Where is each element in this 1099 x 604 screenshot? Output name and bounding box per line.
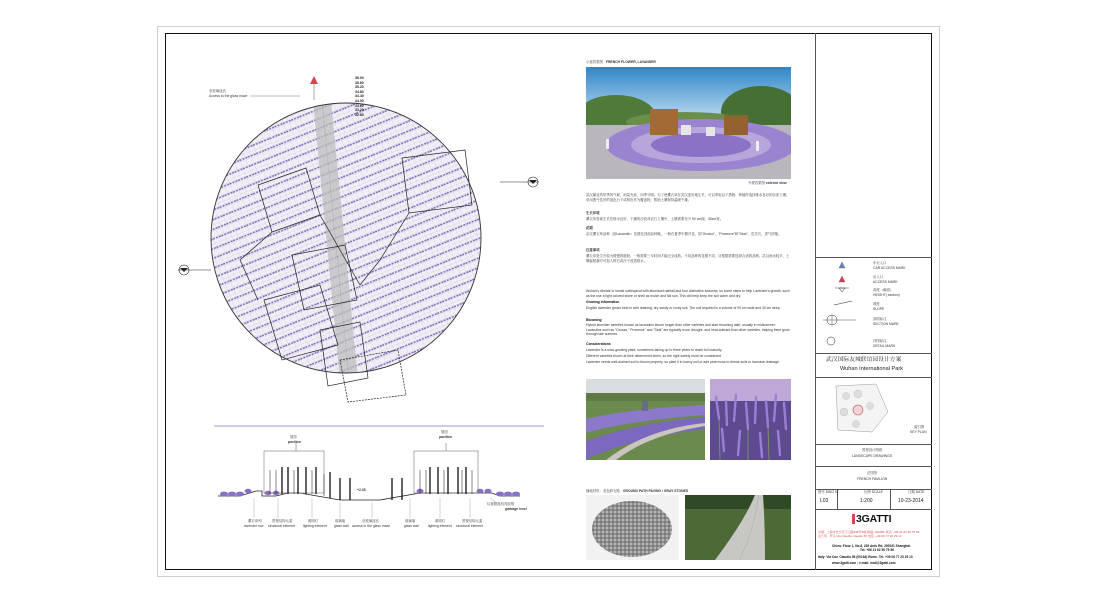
title-block-divider: [890, 489, 891, 509]
drawings-cn: 景观设计图纸: [862, 448, 883, 452]
lavender-closeup-photo: [710, 379, 791, 460]
elevation-label: 35.60: [355, 80, 364, 85]
dwg-no: L03: [820, 498, 829, 504]
title-block-rule: [816, 353, 932, 354]
considerations-title: Considerations: [586, 342, 611, 346]
address-it: 意大利 · 罗马 Via Claudio Ciaudio 56 电话: +39 06 77 20 29 13: [818, 534, 902, 538]
section-label-cn: 景观结构元素: [272, 519, 293, 523]
date-value: 10-23-2014: [898, 498, 924, 504]
elevation-label: 34.40: [355, 94, 364, 99]
blooming-title: Blooming: [586, 318, 602, 322]
legend-access-cn: 出入口: [873, 275, 884, 279]
section-label-cn: 照明灯: [308, 519, 319, 523]
render-heading-en: FRENCH FLOWER, LAVANDER: [605, 60, 656, 64]
scale-value: 1:200: [860, 498, 873, 504]
plan-access-label-cn: 至玻璃迷宫: [209, 89, 226, 93]
gravel-path-photo: [685, 495, 791, 560]
exterior-render-image: [586, 67, 791, 179]
cn-growing-text: 薰衣草喜欢生长在排水良好、干燥的沙质或岩石土壤中，土壤需要至少 90 cm深、30cm宽。: [586, 217, 724, 221]
legend-height-en: HEIGHT( section): [873, 293, 900, 297]
legend-slope-cn: 坡度: [873, 302, 880, 306]
title-block-rule: [816, 444, 932, 445]
scale-label: 比例 SCALE: [864, 490, 883, 494]
section-label-en: glass wall: [404, 524, 419, 528]
elevation-label: 32.80: [355, 112, 364, 117]
paving-label-en: GROUND PATH PAVING / GRAY STONES: [622, 489, 689, 493]
access-mark-icon: [310, 76, 318, 84]
subject-cn: 法国馆: [867, 471, 878, 475]
cn-growing-title: 生长环境: [586, 211, 600, 215]
key-plan-en: KEY PLAN: [910, 430, 927, 434]
section-label-en: access to the glass maze: [352, 524, 391, 528]
cn-blooming-text: 杂交薰衣草品种（如Lavandin）花期比其他品种晚，一般在夏季中期开花，如"Grosso"、"Provence"和"Seal"，花茎长、香气浓郁。: [586, 232, 782, 236]
section-label-en: structural element: [268, 524, 295, 528]
render-heading: [586, 61, 656, 64]
section-garbage-en: garbage level: [505, 507, 527, 511]
web-address: www.3gatti.com ; e-mail: mail@3gatti.com: [832, 561, 896, 565]
elevation-label: 36.00: [355, 76, 364, 80]
elevation-label: 33.20: [355, 108, 364, 113]
section-label-cn: 照明灯: [435, 519, 446, 523]
elevation-label: 35.20: [355, 85, 364, 90]
slope-icon: [834, 301, 852, 305]
legend-car-access-cn: 车行入口: [873, 261, 887, 265]
exterior-caption-cn: 外观效果图: [748, 181, 765, 185]
cn-paragraph: 武汉属亚热带季风气候，雨量充沛、四季分明。为了使薰衣草在武汉更好地生长，可以采取以下措施：种植时选择排水良好的沙质土壤，采用透气性好的浅色石子或树皮作为覆盖物，帮助土壤保持温暖干燥。: [586, 193, 790, 202]
cn-considerations-text: 薰衣草是生长较为缓慢的植物，一般需要三年时间才能完全成熟。不同品种的花期不同，应根据需要选择合适的品种。武汉雨水较多，土壤偏黏重时可加入碎石或沙子改善排水。: [586, 254, 790, 263]
car-access-icon: [839, 262, 845, 268]
access-icon: [839, 276, 845, 282]
blooming-text: Hybrid lavender varieties known as lavandins bloom longer than other varieties and start blooming later, usually in midsummer. Lavandins such as "Grosso," Provence" and "Seal" are typically more drought- and heat-tolerant than other varieties, helping them grow through late summer.: [586, 323, 790, 337]
exterior-caption: [748, 182, 787, 185]
address-cn: 中国 · 上海市长宁区天山路336号8楼 邮编: 200051 电话: +86 21 62 50 75 56: [818, 530, 920, 534]
section-pavilion-right-en: pavilion: [439, 435, 452, 439]
title-block-rule: [816, 509, 932, 510]
company-logo: [852, 514, 906, 524]
paving-label: [586, 490, 688, 493]
address-en-1: China: Floor 1, No.8, 239 Anfu Rd, 200031 Shanghai.: [832, 544, 911, 548]
legend-section-en: SECTION MARK: [873, 322, 899, 326]
legend-detail-en: DETAIL MARK: [873, 344, 896, 348]
section-pavilion-left-cn: 展馆: [290, 435, 297, 439]
elevation-label: 34.80: [355, 89, 364, 94]
legend-slope-en: SLOPE: [873, 307, 885, 311]
address-en-3: Italy: Via Cav. Ciaudio 56 (00184) Rome. Tel: +39 06 77 20 29 13: [818, 555, 913, 559]
considerations-text-3: Lavender needs well-drained soil to bloom properly, so plant it in loamy soil or add peat moss to dense soils to increase drainage.: [586, 360, 780, 364]
subject-en: FRENCH PAVILION: [857, 477, 888, 481]
title-block-rule: [816, 466, 932, 467]
section-label-en: structural element: [456, 524, 483, 528]
section-label-cn: 玻璃墙: [405, 519, 416, 523]
en-intro: Wuhan's climate is humid subtropical with abundant rainfall and four distinctive seasons; so some steps to help Lavender's growth, such as the use a light colored stone or shell as mulch and full sun. This will help keep the soil warm and dry.: [586, 289, 790, 298]
detail-mark-icon: [827, 337, 835, 345]
section-label-en: lighting element: [303, 524, 327, 528]
legend-height-cn: 高度（截面）: [873, 288, 894, 292]
section-label-en: lighting element: [428, 524, 452, 528]
logo-text: 3GATTI: [856, 513, 892, 525]
section-label-en: glass wall: [334, 524, 349, 528]
growing-text: English lavender grows best in well draining, dry sandy or rocky soil. The soil required is a volume of 90 cm wide and 30 cm deep.: [586, 306, 781, 310]
elevation-list: [355, 76, 364, 117]
plan-access-label-en: Access to the glass maze: [209, 94, 248, 98]
section-garbage-cn: 垃圾箱及机具收纳: [487, 502, 515, 506]
section-pavilion-right-cn: 展馆: [441, 430, 448, 434]
drawings-en: LANDSCAPE DRAWINGS: [852, 454, 893, 458]
date-label: 日期 DATE: [908, 490, 925, 494]
legend-section-cn: 剖面标注: [873, 317, 887, 321]
render-heading-cn: 示意效果图: [586, 60, 603, 64]
elevation-label: 33.60: [355, 103, 364, 108]
project-name-cn: 武汉国际友城联谊园设计方案: [826, 357, 902, 363]
considerations-text-2: Different varieties bloom at their determined times, so the right variety must be considered: [586, 354, 721, 358]
key-plan-cn: 索引图: [914, 425, 925, 429]
project-name-en: Wuhan International Park: [840, 366, 904, 372]
dwg-no-label: 图号 DWG N°: [818, 490, 839, 494]
legend-symbols: [816, 258, 866, 358]
growing-title: Growing Information: [586, 300, 620, 304]
section-label-cn: 薰衣草列: [248, 519, 262, 523]
legend-detail-cn: 详图标注: [873, 339, 887, 343]
elevation-label: 34.00: [355, 98, 364, 103]
section-label-cn: 至玻璃迷宫: [362, 519, 379, 523]
key-plan: [832, 382, 892, 434]
legend-access-en: ACCESS MARK: [873, 280, 898, 284]
gravel-sample-photo: [586, 495, 679, 560]
section-label-en: lavender row: [244, 524, 264, 528]
paving-label-cn: 铺地材料：灰色碎石路: [586, 489, 620, 493]
title-block-rule: [816, 377, 932, 378]
legend-car-access-en: CAR ACCESS MARK: [873, 266, 906, 270]
height-icon: [839, 288, 845, 292]
cn-considerations-title: 注意事项: [586, 248, 600, 252]
lavender-field-photo: [586, 379, 705, 460]
section-label-cn: 景观结构元素: [462, 519, 483, 523]
cn-blooming-title: 花期: [586, 226, 593, 230]
considerations-text-1: Lavender is a slow-growing plant, sometimes taking up to three years to reach full maturity.: [586, 348, 723, 352]
section-pavilion-left-en: pavilion: [288, 440, 301, 444]
address-en-2: Tel: +86 21 62 50 75 56: [860, 548, 894, 552]
exterior-caption-en: exterior view: [765, 181, 787, 185]
section-level-mark: +2.35: [357, 488, 366, 492]
section-label-cn: 玻璃墙: [335, 519, 346, 523]
